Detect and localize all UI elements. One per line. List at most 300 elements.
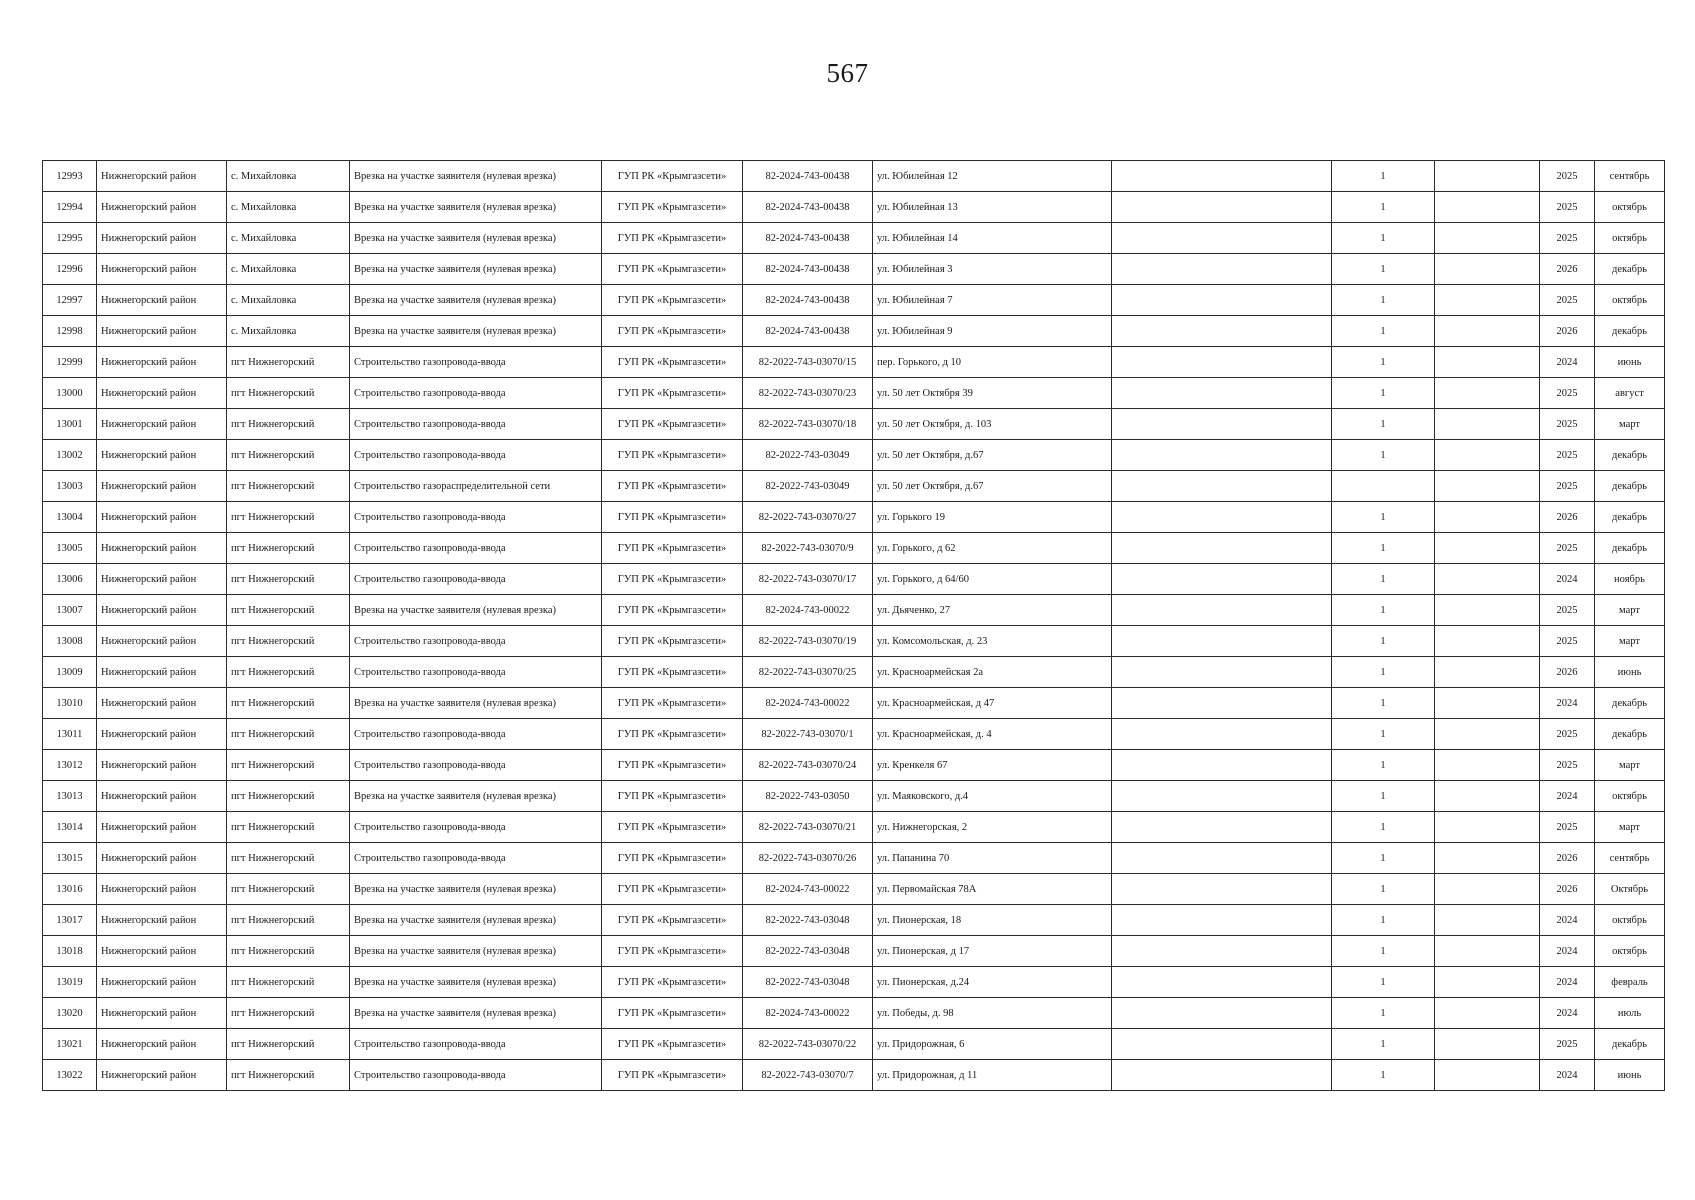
organization-cell: ГУП РК «Крымгазсети»: [602, 254, 743, 285]
table-row: [43, 657, 1665, 688]
registration-code-cell: 82-2022-743-03070/15: [743, 347, 873, 378]
table-row: [43, 502, 1665, 533]
page-number: 567: [826, 58, 869, 88]
month-cell: декабрь: [1595, 316, 1665, 347]
blank-cell: [1435, 719, 1540, 750]
work-type-cell: Строительство газопровода-ввода: [350, 719, 602, 750]
table-row: [43, 781, 1665, 812]
locality-cell: с. Михайловка: [227, 223, 350, 254]
row-number: 13013: [43, 781, 97, 812]
blank-cell: [1112, 905, 1332, 936]
district-cell: Нижнегорский район: [97, 936, 227, 967]
address-cell: ул. Первомайская 78А: [873, 874, 1112, 905]
registration-code-cell: 82-2022-743-03070/7: [743, 1060, 873, 1091]
quantity-cell: 1: [1332, 409, 1435, 440]
blank-cell: [1435, 812, 1540, 843]
address-cell: ул. Юбилейная 3: [873, 254, 1112, 285]
row-number: 13010: [43, 688, 97, 719]
work-type-cell: Врезка на участке заявителя (нулевая врезка): [350, 688, 602, 719]
locality-cell: пгт Нижнегорский: [227, 595, 350, 626]
blank-cell: [1112, 378, 1332, 409]
table-row: [43, 626, 1665, 657]
year-cell: 2026: [1540, 657, 1595, 688]
table-row: [43, 719, 1665, 750]
year-cell: 2024: [1540, 564, 1595, 595]
quantity-cell: 1: [1332, 626, 1435, 657]
table-row: [43, 564, 1665, 595]
work-type-cell: Врезка на участке заявителя (нулевая врезка): [350, 781, 602, 812]
blank-cell: [1435, 998, 1540, 1029]
district-cell: Нижнегорский район: [97, 626, 227, 657]
month-cell: октябрь: [1595, 936, 1665, 967]
district-cell: Нижнегорский район: [97, 750, 227, 781]
quantity-cell: 1: [1332, 347, 1435, 378]
blank-cell: [1435, 688, 1540, 719]
district-cell: Нижнегорский район: [97, 533, 227, 564]
district-cell: Нижнегорский район: [97, 316, 227, 347]
register-table: [42, 160, 1665, 1091]
quantity-cell: 1: [1332, 533, 1435, 564]
table-row: [43, 316, 1665, 347]
work-type-cell: Строительство газопровода-ввода: [350, 626, 602, 657]
district-cell: Нижнегорский район: [97, 1029, 227, 1060]
blank-cell: [1435, 533, 1540, 564]
year-cell: 2024: [1540, 688, 1595, 719]
year-cell: 2025: [1540, 440, 1595, 471]
blank-cell: [1435, 254, 1540, 285]
district-cell: Нижнегорский район: [97, 564, 227, 595]
year-cell: 2024: [1540, 998, 1595, 1029]
organization-cell: ГУП РК «Крымгазсети»: [602, 378, 743, 409]
table-row: [43, 161, 1665, 192]
row-number: 13011: [43, 719, 97, 750]
district-cell: Нижнегорский район: [97, 688, 227, 719]
locality-cell: пгт Нижнегорский: [227, 626, 350, 657]
month-cell: август: [1595, 378, 1665, 409]
organization-cell: ГУП РК «Крымгазсети»: [602, 657, 743, 688]
blank-cell: [1112, 564, 1332, 595]
district-cell: Нижнегорский район: [97, 161, 227, 192]
locality-cell: пгт Нижнегорский: [227, 378, 350, 409]
blank-cell: [1112, 936, 1332, 967]
work-type-cell: Врезка на участке заявителя (нулевая врезка): [350, 905, 602, 936]
month-cell: октябрь: [1595, 905, 1665, 936]
quantity-cell: 1: [1332, 192, 1435, 223]
year-cell: 2025: [1540, 719, 1595, 750]
month-cell: март: [1595, 626, 1665, 657]
quantity-cell: 1: [1332, 688, 1435, 719]
table-row: [43, 409, 1665, 440]
address-cell: ул. Победы, д. 98: [873, 998, 1112, 1029]
blank-cell: [1435, 657, 1540, 688]
row-number: 13008: [43, 626, 97, 657]
quantity-cell: [1332, 471, 1435, 502]
quantity-cell: 1: [1332, 1029, 1435, 1060]
district-cell: Нижнегорский район: [97, 502, 227, 533]
year-cell: 2025: [1540, 471, 1595, 502]
organization-cell: ГУП РК «Крымгазсети»: [602, 285, 743, 316]
table-row: [43, 905, 1665, 936]
address-cell: ул. Маяковского, д.4: [873, 781, 1112, 812]
registration-code-cell: 82-2022-743-03070/1: [743, 719, 873, 750]
row-number: 12999: [43, 347, 97, 378]
row-number: 13004: [43, 502, 97, 533]
work-type-cell: Строительство газопровода-ввода: [350, 347, 602, 378]
address-cell: ул. Юбилейная 13: [873, 192, 1112, 223]
locality-cell: пгт Нижнегорский: [227, 750, 350, 781]
address-cell: ул. Горького, д 62: [873, 533, 1112, 564]
month-cell: июнь: [1595, 657, 1665, 688]
organization-cell: ГУП РК «Крымгазсети»: [602, 626, 743, 657]
address-cell: ул. Красноармейская 2а: [873, 657, 1112, 688]
blank-cell: [1435, 502, 1540, 533]
quantity-cell: 1: [1332, 781, 1435, 812]
blank-cell: [1112, 874, 1332, 905]
locality-cell: пгт Нижнегорский: [227, 409, 350, 440]
address-cell: ул. Пионерская, д 17: [873, 936, 1112, 967]
month-cell: октябрь: [1595, 192, 1665, 223]
registration-code-cell: 82-2022-743-03070/22: [743, 1029, 873, 1060]
blank-cell: [1112, 781, 1332, 812]
month-cell: декабрь: [1595, 719, 1665, 750]
district-cell: Нижнегорский район: [97, 471, 227, 502]
organization-cell: ГУП РК «Крымгазсети»: [602, 440, 743, 471]
address-cell: ул. Юбилейная 9: [873, 316, 1112, 347]
locality-cell: пгт Нижнегорский: [227, 967, 350, 998]
table-row: [43, 192, 1665, 223]
year-cell: 2025: [1540, 192, 1595, 223]
work-type-cell: Строительство газопровода-ввода: [350, 564, 602, 595]
locality-cell: пгт Нижнегорский: [227, 471, 350, 502]
month-cell: декабрь: [1595, 440, 1665, 471]
registration-code-cell: 82-2024-743-00438: [743, 254, 873, 285]
work-type-cell: Строительство газопровода-ввода: [350, 1060, 602, 1091]
table-row: [43, 254, 1665, 285]
registration-code-cell: 82-2022-743-03049: [743, 471, 873, 502]
work-type-cell: Врезка на участке заявителя (нулевая врезка): [350, 223, 602, 254]
district-cell: Нижнегорский район: [97, 223, 227, 254]
locality-cell: пгт Нижнегорский: [227, 905, 350, 936]
year-cell: 2025: [1540, 1029, 1595, 1060]
address-cell: ул. Придорожная, д 11: [873, 1060, 1112, 1091]
month-cell: сентябрь: [1595, 843, 1665, 874]
locality-cell: пгт Нижнегорский: [227, 440, 350, 471]
district-cell: Нижнегорский район: [97, 967, 227, 998]
district-cell: Нижнегорский район: [97, 1060, 227, 1091]
registration-code-cell: 82-2022-743-03050: [743, 781, 873, 812]
row-number: 12994: [43, 192, 97, 223]
blank-cell: [1435, 936, 1540, 967]
district-cell: Нижнегорский район: [97, 998, 227, 1029]
row-number: 13022: [43, 1060, 97, 1091]
address-cell: ул. Дьяченко, 27: [873, 595, 1112, 626]
blank-cell: [1112, 192, 1332, 223]
blank-cell: [1435, 843, 1540, 874]
quantity-cell: 1: [1332, 936, 1435, 967]
locality-cell: с. Михайловка: [227, 285, 350, 316]
blank-cell: [1112, 657, 1332, 688]
locality-cell: пгт Нижнегорский: [227, 502, 350, 533]
work-type-cell: Строительство газопровода-ввода: [350, 750, 602, 781]
address-cell: ул. Папанина 70: [873, 843, 1112, 874]
blank-cell: [1112, 502, 1332, 533]
address-cell: ул. 50 лет Октября, д. 103: [873, 409, 1112, 440]
district-cell: Нижнегорский район: [97, 843, 227, 874]
table-row: [43, 378, 1665, 409]
district-cell: Нижнегорский район: [97, 874, 227, 905]
address-cell: ул. Красноармейская, д. 4: [873, 719, 1112, 750]
table-row: [43, 347, 1665, 378]
blank-cell: [1435, 471, 1540, 502]
year-cell: 2025: [1540, 409, 1595, 440]
work-type-cell: Врезка на участке заявителя (нулевая врезка): [350, 285, 602, 316]
row-number: 13005: [43, 533, 97, 564]
district-cell: Нижнегорский район: [97, 409, 227, 440]
year-cell: 2026: [1540, 843, 1595, 874]
district-cell: Нижнегорский район: [97, 192, 227, 223]
address-cell: ул. Юбилейная 14: [873, 223, 1112, 254]
month-cell: декабрь: [1595, 471, 1665, 502]
district-cell: Нижнегорский район: [97, 378, 227, 409]
table-row: [43, 843, 1665, 874]
row-number: 12993: [43, 161, 97, 192]
blank-cell: [1435, 316, 1540, 347]
work-type-cell: Строительство газопровода-ввода: [350, 440, 602, 471]
month-cell: ноябрь: [1595, 564, 1665, 595]
locality-cell: пгт Нижнегорский: [227, 347, 350, 378]
year-cell: 2025: [1540, 626, 1595, 657]
year-cell: 2026: [1540, 316, 1595, 347]
address-cell: ул. 50 лет Октября, д.67: [873, 440, 1112, 471]
work-type-cell: Строительство газопровода-ввода: [350, 502, 602, 533]
organization-cell: ГУП РК «Крымгазсети»: [602, 781, 743, 812]
month-cell: июль: [1595, 998, 1665, 1029]
table-row: [43, 1029, 1665, 1060]
work-type-cell: Строительство газопровода-ввода: [350, 1029, 602, 1060]
row-number: 13015: [43, 843, 97, 874]
row-number: 13007: [43, 595, 97, 626]
registration-code-cell: 82-2022-743-03048: [743, 967, 873, 998]
locality-cell: пгт Нижнегорский: [227, 1029, 350, 1060]
locality-cell: с. Михайловка: [227, 192, 350, 223]
blank-cell: [1112, 1029, 1332, 1060]
quantity-cell: 1: [1332, 502, 1435, 533]
address-cell: ул. 50 лет Октября, д.67: [873, 471, 1112, 502]
year-cell: 2025: [1540, 378, 1595, 409]
district-cell: Нижнегорский район: [97, 812, 227, 843]
blank-cell: [1112, 409, 1332, 440]
blank-cell: [1435, 626, 1540, 657]
blank-cell: [1112, 1060, 1332, 1091]
row-number: 12996: [43, 254, 97, 285]
organization-cell: ГУП РК «Крымгазсети»: [602, 533, 743, 564]
year-cell: 2026: [1540, 874, 1595, 905]
organization-cell: ГУП РК «Крымгазсети»: [602, 161, 743, 192]
table-row: [43, 440, 1665, 471]
blank-cell: [1435, 223, 1540, 254]
district-cell: Нижнегорский район: [97, 657, 227, 688]
locality-cell: пгт Нижнегорский: [227, 812, 350, 843]
registration-code-cell: 82-2022-743-03070/25: [743, 657, 873, 688]
table-row: [43, 967, 1665, 998]
organization-cell: ГУП РК «Крымгазсети»: [602, 192, 743, 223]
quantity-cell: 1: [1332, 223, 1435, 254]
registration-code-cell: 82-2024-743-00022: [743, 998, 873, 1029]
table-row: [43, 595, 1665, 626]
organization-cell: ГУП РК «Крымгазсети»: [602, 719, 743, 750]
work-type-cell: Врезка на участке заявителя (нулевая врезка): [350, 192, 602, 223]
year-cell: 2026: [1540, 502, 1595, 533]
row-number: 13016: [43, 874, 97, 905]
month-cell: март: [1595, 750, 1665, 781]
blank-cell: [1112, 595, 1332, 626]
district-cell: Нижнегорский район: [97, 781, 227, 812]
month-cell: июнь: [1595, 347, 1665, 378]
blank-cell: [1112, 998, 1332, 1029]
row-number: 13018: [43, 936, 97, 967]
blank-cell: [1435, 192, 1540, 223]
registration-code-cell: 82-2024-743-00438: [743, 316, 873, 347]
quantity-cell: 1: [1332, 998, 1435, 1029]
organization-cell: ГУП РК «Крымгазсети»: [602, 1029, 743, 1060]
row-number: 13002: [43, 440, 97, 471]
organization-cell: ГУП РК «Крымгазсети»: [602, 967, 743, 998]
locality-cell: пгт Нижнегорский: [227, 1060, 350, 1091]
address-cell: ул. Горького 19: [873, 502, 1112, 533]
work-type-cell: Врезка на участке заявителя (нулевая врезка): [350, 936, 602, 967]
work-type-cell: Строительство газораспределительной сети: [350, 471, 602, 502]
month-cell: март: [1595, 595, 1665, 626]
table-row: [43, 998, 1665, 1029]
work-type-cell: Строительство газопровода-ввода: [350, 812, 602, 843]
month-cell: декабрь: [1595, 1029, 1665, 1060]
blank-cell: [1112, 626, 1332, 657]
quantity-cell: 1: [1332, 1060, 1435, 1091]
quantity-cell: 1: [1332, 657, 1435, 688]
registration-code-cell: 82-2022-743-03048: [743, 936, 873, 967]
blank-cell: [1112, 440, 1332, 471]
quantity-cell: 1: [1332, 595, 1435, 626]
organization-cell: ГУП РК «Крымгазсети»: [602, 564, 743, 595]
registration-code-cell: 82-2022-743-03070/9: [743, 533, 873, 564]
table-row: [43, 285, 1665, 316]
locality-cell: пгт Нижнегорский: [227, 564, 350, 595]
blank-cell: [1112, 223, 1332, 254]
quantity-cell: 1: [1332, 905, 1435, 936]
blank-cell: [1112, 533, 1332, 564]
address-cell: ул. Юбилейная 12: [873, 161, 1112, 192]
organization-cell: ГУП РК «Крымгазсети»: [602, 905, 743, 936]
row-number: 13006: [43, 564, 97, 595]
blank-cell: [1435, 1060, 1540, 1091]
blank-cell: [1112, 254, 1332, 285]
organization-cell: ГУП РК «Крымгазсети»: [602, 936, 743, 967]
work-type-cell: Врезка на участке заявителя (нулевая врезка): [350, 161, 602, 192]
district-cell: Нижнегорский район: [97, 719, 227, 750]
quantity-cell: 1: [1332, 843, 1435, 874]
row-number: 13020: [43, 998, 97, 1029]
organization-cell: ГУП РК «Крымгазсети»: [602, 223, 743, 254]
year-cell: 2025: [1540, 285, 1595, 316]
work-type-cell: Врезка на участке заявителя (нулевая врезка): [350, 595, 602, 626]
quantity-cell: 1: [1332, 812, 1435, 843]
locality-cell: с. Михайловка: [227, 254, 350, 285]
district-cell: Нижнегорский район: [97, 440, 227, 471]
year-cell: 2026: [1540, 254, 1595, 285]
address-cell: ул. Пионерская, 18: [873, 905, 1112, 936]
address-cell: ул. Комсомольская, д. 23: [873, 626, 1112, 657]
registration-code-cell: 82-2024-743-00438: [743, 223, 873, 254]
quantity-cell: 1: [1332, 750, 1435, 781]
quantity-cell: 1: [1332, 719, 1435, 750]
year-cell: 2024: [1540, 905, 1595, 936]
quantity-cell: 1: [1332, 254, 1435, 285]
month-cell: декабрь: [1595, 502, 1665, 533]
district-cell: Нижнегорский район: [97, 285, 227, 316]
blank-cell: [1112, 967, 1332, 998]
organization-cell: ГУП РК «Крымгазсети»: [602, 409, 743, 440]
organization-cell: ГУП РК «Крымгазсети»: [602, 347, 743, 378]
locality-cell: пгт Нижнегорский: [227, 533, 350, 564]
organization-cell: ГУП РК «Крымгазсети»: [602, 595, 743, 626]
table-row: [43, 688, 1665, 719]
organization-cell: ГУП РК «Крымгазсети»: [602, 843, 743, 874]
work-type-cell: Врезка на участке заявителя (нулевая врезка): [350, 316, 602, 347]
blank-cell: [1435, 750, 1540, 781]
registration-code-cell: 82-2022-743-03049: [743, 440, 873, 471]
blank-cell: [1112, 285, 1332, 316]
month-cell: октябрь: [1595, 781, 1665, 812]
locality-cell: пгт Нижнегорский: [227, 781, 350, 812]
address-cell: ул. 50 лет Октября 39: [873, 378, 1112, 409]
month-cell: июнь: [1595, 1060, 1665, 1091]
locality-cell: пгт Нижнегорский: [227, 936, 350, 967]
address-cell: ул. Горького, д 64/60: [873, 564, 1112, 595]
row-number: 13000: [43, 378, 97, 409]
month-cell: октябрь: [1595, 223, 1665, 254]
month-cell: март: [1595, 409, 1665, 440]
blank-cell: [1435, 285, 1540, 316]
blank-cell: [1435, 161, 1540, 192]
registration-code-cell: 82-2024-743-00022: [743, 595, 873, 626]
blank-cell: [1435, 409, 1540, 440]
blank-cell: [1112, 812, 1332, 843]
organization-cell: ГУП РК «Крымгазсети»: [602, 998, 743, 1029]
row-number: 13019: [43, 967, 97, 998]
row-number: 12997: [43, 285, 97, 316]
address-cell: ул. Нижнегорская, 2: [873, 812, 1112, 843]
district-cell: Нижнегорский район: [97, 254, 227, 285]
work-type-cell: Строительство газопровода-ввода: [350, 843, 602, 874]
blank-cell: [1435, 874, 1540, 905]
blank-cell: [1112, 347, 1332, 378]
year-cell: 2025: [1540, 595, 1595, 626]
work-type-cell: Врезка на участке заявителя (нулевая врезка): [350, 874, 602, 905]
month-cell: март: [1595, 812, 1665, 843]
blank-cell: [1112, 843, 1332, 874]
registration-code-cell: 82-2024-743-00438: [743, 161, 873, 192]
registration-code-cell: 82-2024-743-00438: [743, 192, 873, 223]
quantity-cell: 1: [1332, 378, 1435, 409]
table-row: [43, 223, 1665, 254]
year-cell: 2025: [1540, 161, 1595, 192]
row-number: 13003: [43, 471, 97, 502]
blank-cell: [1112, 316, 1332, 347]
registration-code-cell: 82-2022-743-03070/24: [743, 750, 873, 781]
year-cell: 2025: [1540, 533, 1595, 564]
table-row: [43, 812, 1665, 843]
quantity-cell: 1: [1332, 316, 1435, 347]
